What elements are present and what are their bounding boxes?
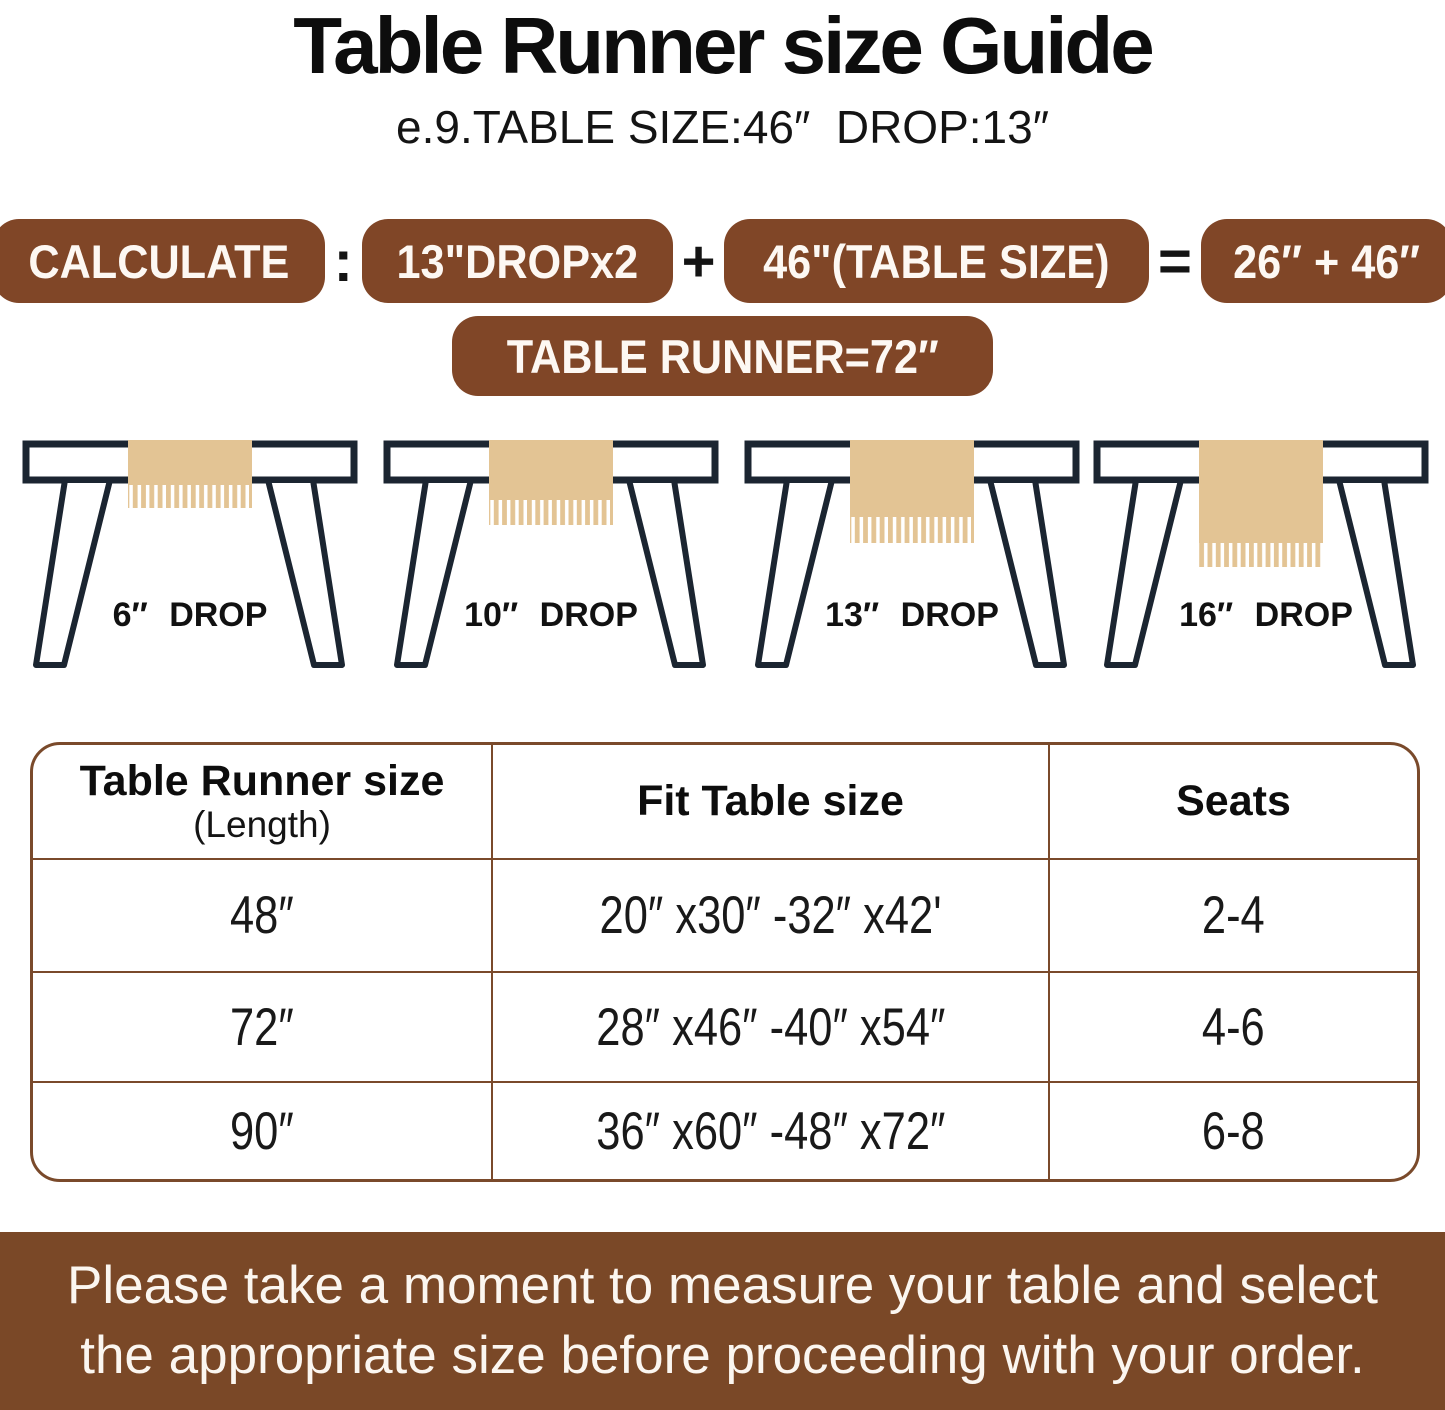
- table-cell: [1050, 973, 1417, 1083]
- header-line1: Fit Table size: [637, 777, 904, 825]
- seats-value: 6-8: [1202, 1101, 1265, 1161]
- fit-size-value: 36″ x60″ -48″ x72″: [595, 1101, 946, 1161]
- header-seats: [1050, 745, 1417, 860]
- table-size-term-label: 46"(TABLE SIZE): [763, 234, 1110, 288]
- fit-size-value: 28″ x46″ -40″ x54″: [595, 997, 946, 1057]
- runner-fringe: [1199, 543, 1323, 567]
- table-leg-left: [1107, 480, 1181, 665]
- plus-separator: +: [681, 228, 716, 294]
- footer-note: [0, 1232, 1445, 1410]
- drop-label: 13″ DROP: [825, 596, 999, 634]
- runner-fringe: [489, 500, 613, 525]
- formula-row: [0, 219, 1445, 303]
- runner: [128, 440, 252, 485]
- table-illustration-6in-drop: [0, 430, 361, 710]
- table-cell: [33, 1083, 493, 1179]
- runner-size-value: 90″: [230, 1101, 294, 1161]
- drop-label: 10″ DROP: [464, 596, 638, 634]
- table-leg-left: [397, 480, 471, 665]
- header-line1: Seats: [1176, 777, 1291, 825]
- example-subtitle: e.9.TABLE SIZE:46″ DROP:13″: [396, 101, 1049, 153]
- table-cell: [1050, 1083, 1417, 1179]
- header-table-runner-size: [33, 745, 493, 860]
- header-line2: (Length): [193, 804, 331, 845]
- drop-label: 16″ DROP: [1179, 596, 1353, 634]
- size-guide-table: [30, 742, 1420, 1182]
- drop-diagrams: [0, 430, 1445, 710]
- table-cell: [33, 973, 493, 1083]
- runner: [489, 440, 613, 500]
- result-pill: [1201, 219, 1445, 303]
- fit-size-value: 20″ x30″ -32″ x42': [599, 886, 942, 945]
- table-cell: [33, 860, 493, 973]
- runner-size-value: 72″: [230, 997, 294, 1057]
- runner-fringe: [128, 485, 252, 508]
- table-illustration-10in-drop: [361, 430, 722, 710]
- footer-line1: Please take a moment to measure your table and select: [67, 1256, 1378, 1316]
- colon-separator: :: [333, 228, 353, 294]
- seats-value: 4-6: [1202, 997, 1265, 1057]
- calculate-pill-label: CALCULATE: [28, 234, 290, 288]
- runner: [850, 440, 974, 517]
- result-label: 26″ + 46″: [1233, 234, 1420, 288]
- table-leg-right: [629, 480, 703, 665]
- runner-result-pill: [452, 316, 994, 396]
- table-cell: [493, 973, 1050, 1083]
- seats-value: 2-4: [1202, 886, 1265, 945]
- table-cell: [1050, 860, 1417, 973]
- header-fit-table-size: [493, 745, 1050, 860]
- equals-separator: =: [1158, 228, 1192, 294]
- runner-result-label: TABLE RUNNER=72″: [506, 329, 939, 383]
- table-leg-right: [1339, 480, 1413, 665]
- table-illustration-13in-drop: [722, 430, 1083, 710]
- drop-term-pill: [362, 219, 673, 303]
- calculate-pill: [0, 219, 325, 303]
- header-line1: Table Runner size: [79, 757, 445, 805]
- table-leg-left: [36, 480, 110, 665]
- runner-fringe: [850, 517, 974, 543]
- table-cell: [493, 1083, 1050, 1179]
- runner-result-row: [0, 316, 1445, 396]
- table-cell: [493, 860, 1050, 973]
- table-illustration-16in-drop: [1083, 430, 1444, 710]
- drop-term-label: 13"DROPx2: [396, 234, 639, 288]
- table-leg-right: [268, 480, 342, 665]
- runner: [1199, 440, 1323, 543]
- table-size-term-pill: [724, 219, 1149, 303]
- drop-label: 6″ DROP: [112, 596, 268, 634]
- runner-size-value: 48″: [230, 886, 294, 945]
- table-leg-left: [758, 480, 832, 665]
- page-title: Table Runner size Guide: [293, 1, 1152, 90]
- table-leg-right: [990, 480, 1064, 665]
- footer-line2: the appropriate size before proceeding with your order.: [80, 1326, 1365, 1385]
